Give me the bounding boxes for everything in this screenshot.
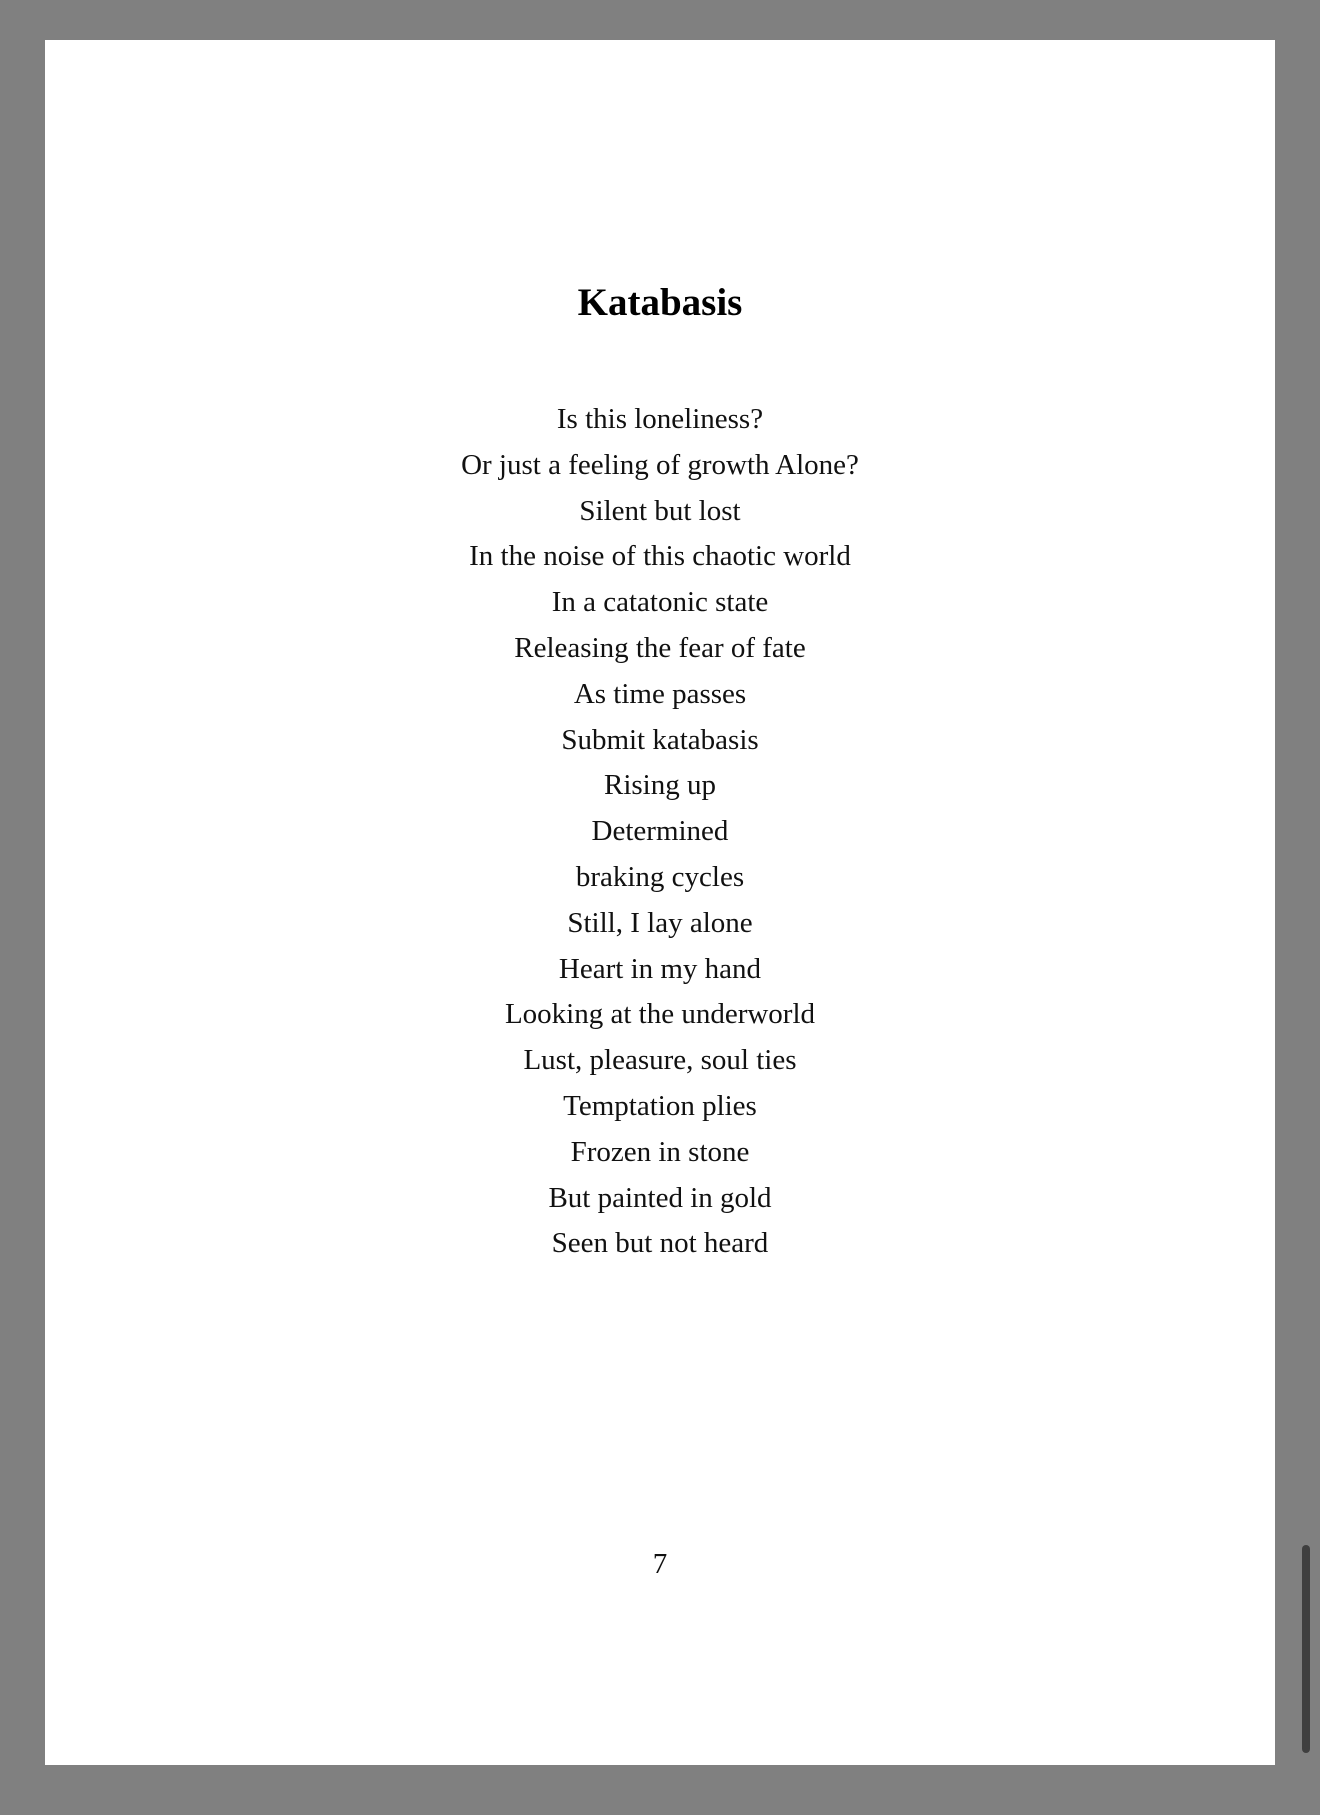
poem-line: Still, I lay alone — [567, 906, 753, 939]
poem-line: But painted in gold — [548, 1181, 772, 1214]
poem-line: Lust, pleasure, soul ties — [523, 1044, 797, 1077]
poem-line: Determined — [591, 815, 729, 848]
poem-line: In the noise of this chaotic world — [469, 540, 851, 573]
poem-line: Rising up — [604, 769, 716, 802]
poem-line: As time passes — [573, 677, 747, 710]
poem-line: Submit katabasis — [561, 723, 759, 756]
poem-line: Releasing the fear of fate — [514, 631, 806, 664]
vertical-scrollbar-thumb[interactable] — [1302, 1545, 1310, 1753]
poem-title: Katabasis — [577, 281, 743, 324]
poem-line: braking cycles — [575, 860, 745, 893]
poem-line: Frozen in stone — [570, 1135, 750, 1168]
poem-line: Seen but not heard — [551, 1227, 769, 1260]
poem-line: Is this loneliness? — [556, 403, 764, 435]
document-page — [45, 40, 1275, 1765]
poem-line: Heart in my hand — [558, 952, 762, 985]
page-number: 7 — [652, 1548, 668, 1580]
poem-body — [45, 397, 1275, 1267]
poem-line: Or just a feeling of growth Alone? — [461, 448, 859, 481]
poem-line: Looking at the underworld — [504, 998, 816, 1031]
poem-line: Silent but lost — [579, 494, 741, 527]
poem-line: In a catatonic state — [551, 586, 769, 619]
poem-line: Temptation plies — [563, 1089, 757, 1122]
